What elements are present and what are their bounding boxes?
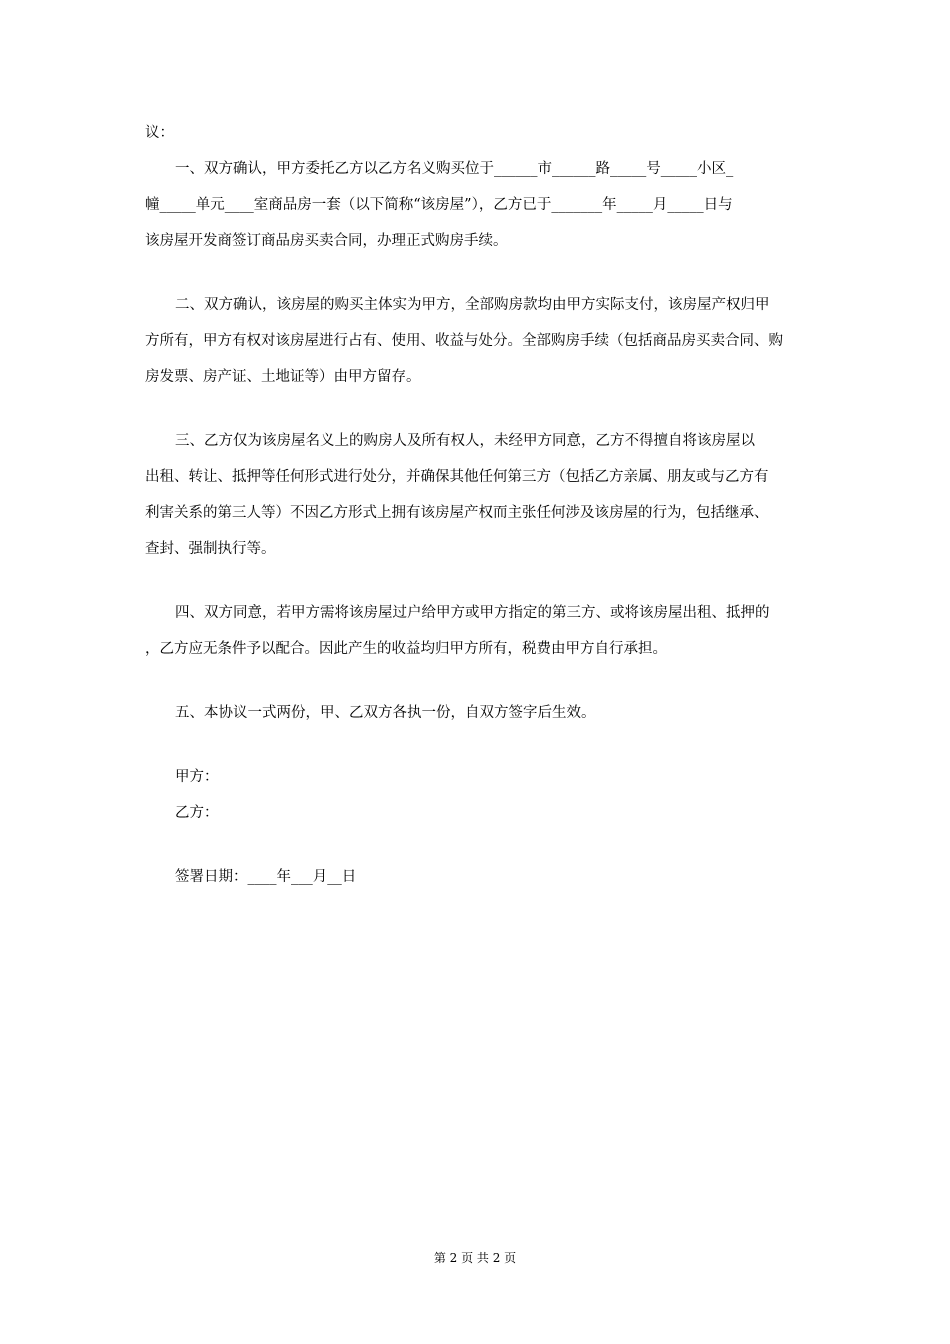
sign-date: 签署日期：____年___月__日 [175, 869, 357, 885]
clause-1-line-1: 一、双方确认，甲方委托乙方以乙方名义购买位于______市______路_____号_____小区_ [175, 161, 734, 177]
document-body [145, 115, 815, 895]
party-b-label: 乙方： [175, 805, 219, 821]
paragraph-spacer [145, 567, 815, 595]
paragraph-spacer [145, 831, 815, 859]
clause-2-line-2: 方所有，甲方有权对该房屋进行占有、使用、收益与处分。全部购房手续（包括商品房买卖合同、购 [145, 333, 783, 349]
clause-2-line-3: 房发票、房产证、土地证等）由甲方留存。 [145, 369, 421, 385]
clause-3-line-3: 利害关系的第三人等）不因乙方形式上拥有该房屋产权而主张任何涉及该房屋的行为，包括继承、 [145, 505, 769, 521]
clause-4-line-2: ，乙方应无条件予以配合。因此产生的收益均归甲方所有，税费由甲方自行承担。 [145, 641, 667, 657]
intro-line: 议： [145, 125, 174, 141]
page-footer [0, 1250, 950, 1266]
paragraph-spacer [145, 395, 815, 423]
party-a-label: 甲方： [175, 769, 219, 785]
clause-1-line-3: 该房屋开发商签订商品房买卖合同，办理正式购房手续。 [145, 233, 508, 249]
clause-3-line-2: 出租、转让、抵押等任何形式进行处分，并确保其他任何第三方（包括乙方亲属、朋友或与乙方有 [145, 469, 769, 485]
clause-1 [145, 151, 815, 259]
clause-2 [145, 287, 815, 395]
signature-block [145, 759, 815, 895]
clause-3-line-1: 三、乙方仅为该房屋名义上的购房人及所有权人，未经甲方同意，乙方不得擅自将该房屋以 [175, 433, 755, 449]
paragraph-spacer [145, 667, 815, 695]
clause-1-line-2: 幢_____单元____室商品房一套（以下简称“该房屋”），乙方已于_______年_____月_____日与 [145, 197, 733, 213]
clause-4-line-1: 四、双方同意，若甲方需将该房屋过户给甲方或甲方指定的第三方、或将该房屋出租、抵押的 [175, 605, 770, 621]
clause-5-line-1: 五、本协议一式两份，甲、乙双方各执一份，自双方签字后生效。 [175, 705, 596, 721]
clause-2-line-1: 二、双方确认，该房屋的购买主体实为甲方，全部购房款均由甲方实际支付，该房屋产权归甲 [175, 297, 770, 313]
paragraph-spacer [145, 259, 815, 287]
clause-5 [145, 695, 815, 731]
clause-3 [145, 423, 815, 567]
clause-3-line-4: 查封、强制执行等。 [145, 541, 276, 557]
paragraph-spacer [145, 731, 815, 759]
clause-4 [145, 595, 815, 667]
page-number: 第 2 页 共 2 页 [433, 1251, 517, 1265]
